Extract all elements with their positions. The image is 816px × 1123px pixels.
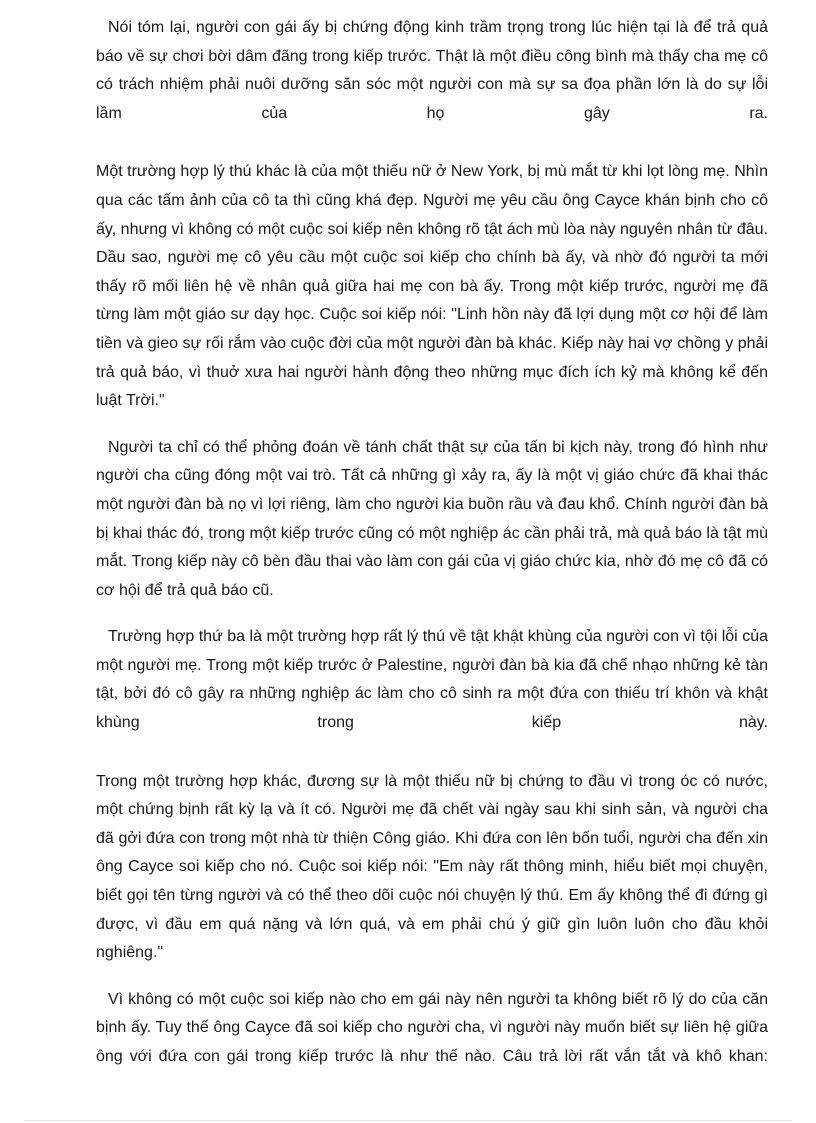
paragraph-gap bbox=[96, 128, 768, 158]
paragraph-gap bbox=[96, 605, 768, 623]
paragraph: Một trường hợp lý thú khác là của một thiếu nữ ở New York, bị mù mắt từ khi lọt lòng mẹ. Nhìn qua các tấm ảnh của cô ta thì cũng khá đẹp. Người mẹ yêu cầu ông Cayce khán bịnh cho cô ấy, nhưng vì không có một cuộc soi kiếp nên không rõ tật ách mù lòa này nguyên nhân từ đâu. Dầu sao, người mẹ cô yêu cầu một cuộc soi kiếp cho chính bà ấy, và nhờ đó người ta mới thấy rõ mối liên hệ về nhân quả giữa hai mẹ con bà ấy. Trong một kiếp trước, người mẹ đã từng làm một giáo sư dạy học. Cuộc soi kiếp nói: "Linh hồn này đã lợi dụng một cơ hội để làm tiền và gieo sự rối rắm vào cuộc đời của một người đàn bà khác. Kiếp này hai vợ chồng y phải trả quả báo, vì thuở xưa hai người hành động theo những mục đích ích kỷ mà không kể đến luật Trời." bbox=[96, 163, 768, 410]
paragraph-gap bbox=[96, 738, 768, 768]
paragraph: Trong một trường hợp khác, đương sự là một thiếu nữ bị chứng to đầu vì trong óc có nước, một chứng bịnh rất kỳ lạ và ít có. Người mẹ đã chết vài ngày sau khi sinh sản, và người cha đã gởi đứa con trong một nhà từ thiện Công giáo. Khi đứa con lên bốn tuổi, người cha đến xin ông Cayce soi kiếp cho nó. Cuộc soi kiếp nói: "Em này rất thông minh, hiểu biết mọi chuyện, biết gọi tên từng người và có thể theo dõi cuộc nói chuyện lý thú. Em ấy không thể đi đứng gì được, vì đầu em quá nặng và lớn quá, và em phải chú ý giữ gìn luôn luôn cho đầu khỏi nghiêng." bbox=[96, 772, 768, 962]
paragraph: Vì không có một cuộc soi kiếp nào cho em gái này nên người ta không biết rõ lý do của căn bịnh ấy. Tuy thế ông Cayce đã soi kiếp cho người cha, vì người này muốn biết sự liên hệ giữa ông với đứa con gái trong kiếp trước là như thế nào. Câu trả lời rất vắn tắt và khô khan: bbox=[96, 990, 768, 1065]
paragraph: Người ta chỉ có thể phỏng đoán về tánh chất thật sự của tấn bi kịch này, trong đó hình như người cha cũng đóng một vai trò. Tất cả những gì xảy ra, ấy là một vị giáo chức đã khai thác một người đàn bà nọ vì lợi riêng, làm cho người kia buồn rầu và đau khổ. Chính người đàn bà bị khai thác đó, trong một kiếp trước cũng có một nghiệp ác cần phải trả, mà quả báo là tật mù mắt. Trong kiếp này cô bèn đầu thai vào làm con gái của vị giáo chức kia, nhờ đó mẹ cô đã có cơ hội để trả quả báo cũ. bbox=[96, 438, 768, 599]
paragraph-gap bbox=[96, 968, 768, 986]
paragraph: Trường hợp thứ ba là một trường hợp rất lý thú về tật khật khùng của người con vì tội lỗi của một người mẹ. Trong một kiếp trước ở Palestine, người đàn bà kia đã chế nhạo những kẻ tàn tật, bởi đó cô gây ra những nghiệp ác làm cho cô sinh ra một đứa con thiếu trí khôn và khật khùng trong kiếp này. bbox=[96, 628, 768, 732]
paragraph: Nói tóm lại, người con gái ấy bị chứng động kinh trầm trọng trong lúc hiện tại là để trả quả báo về sự chơi bời dâm đãng trong kiếp trước. Thật là một điều công bình mà thấy cha mẹ cô có trách nhiệm phải nuôi dưỡng săn sóc một người con mà sự sa đọa phần lớn là do sự lỗi lầm của họ gây ra. bbox=[96, 19, 768, 122]
document-page bbox=[96, 14, 768, 1072]
paragraph-gap bbox=[96, 416, 768, 434]
page-bottom-divider bbox=[24, 1120, 792, 1121]
